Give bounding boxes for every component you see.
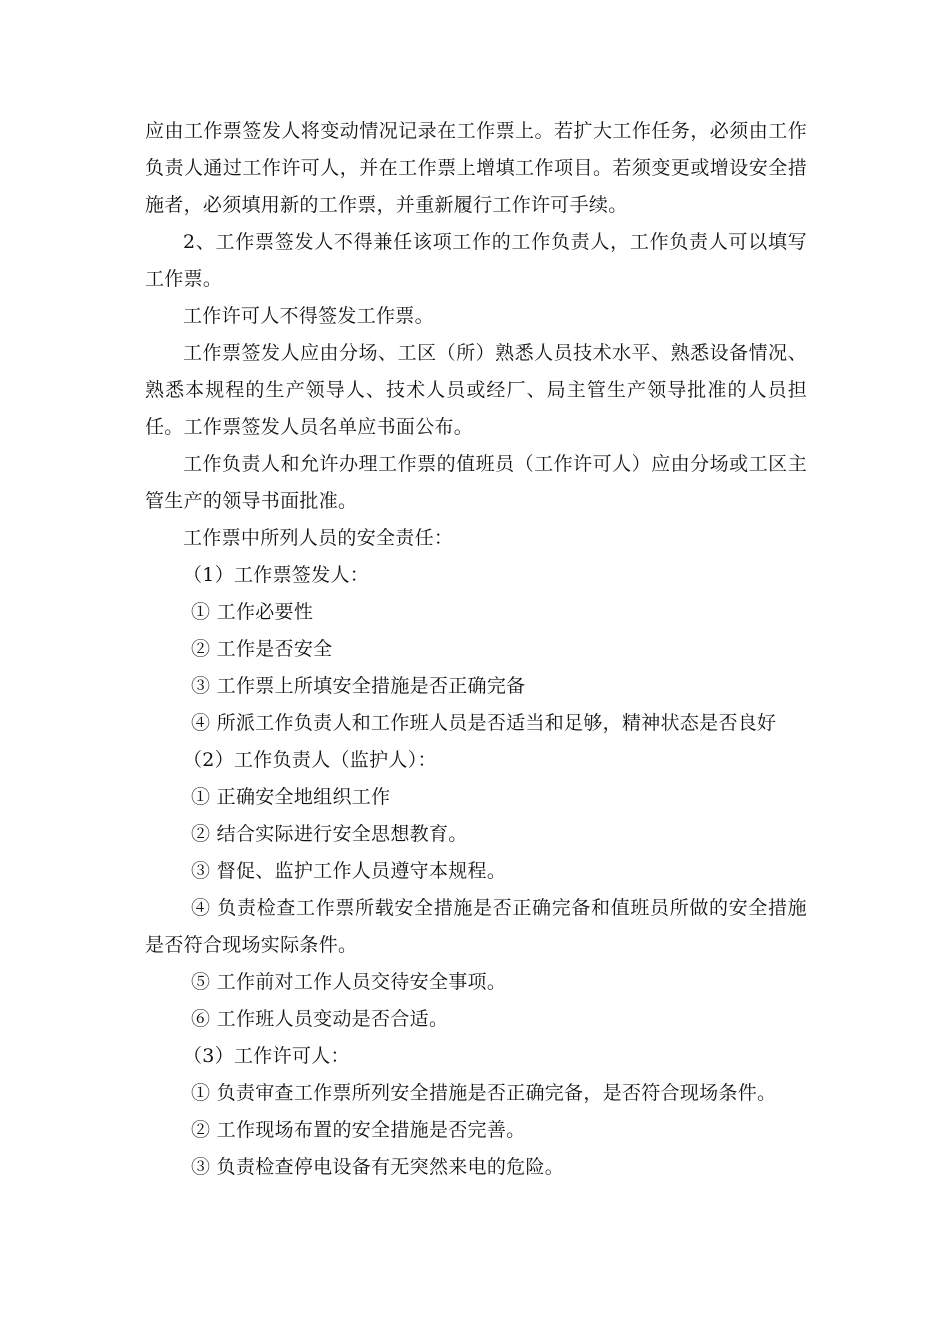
subheading-leader: （2）工作负责人（监护人）： (183, 749, 437, 771)
list-item: ③ 工作票上所填安全措施是否正确完备 (191, 675, 526, 697)
list-item: ① 负责审查工作票所列安全措施是否正确完备，是否符合现场条件。 (191, 1082, 777, 1104)
paragraph-permit-signing: 工作许可人不得签发工作票。 (183, 305, 434, 327)
paragraph-signer-qualification: 工作票签发人应由分场、工区（所）熟悉人员技术水平、熟悉设备情况、熟悉本规程的生产领导人、技术人员或经厂、局主管生产领导批准的人员担任。工作票签发人员名单应书面公布。 (145, 342, 807, 438)
paragraph-item-2: 2、工作票签发人不得兼任该项工作的工作负责人，工作负责人可以填写工作票。 (145, 231, 807, 290)
list-item: ② 结合实际进行安全思想教育。 (191, 823, 468, 845)
subheading-permitter: （3）工作许可人： (183, 1045, 350, 1067)
paragraph-continuation: 应由工作票签发人将变动情况记录在工作票上。若扩大工作任务，必须由工作负责人通过工作许可人，并在工作票上增填工作项目。若须变更或增设安全措施者，必须填用新的工作票，并重新履行工作许可手续。 (145, 120, 807, 216)
subheading-signer: （1）工作票签发人： (183, 564, 370, 586)
list-item: ③ 负责检查停电设备有无突然来电的危险。 (191, 1156, 565, 1178)
list-item: ② 工作是否安全 (191, 638, 333, 660)
list-item: ⑤ 工作前对工作人员交待安全事项。 (191, 971, 507, 993)
list-item: ④ 负责检查工作票所载安全措施是否正确完备和值班员所做的安全措施是否符合现场实际条件。 (145, 897, 807, 956)
paragraph-responsibilities-heading: 工作票中所列人员的安全责任： (183, 527, 454, 549)
document-body (145, 113, 807, 1186)
list-item: ① 工作必要性 (191, 601, 314, 623)
list-item: ② 工作现场布置的安全措施是否完善。 (191, 1119, 526, 1141)
list-item: ⑥ 工作班人员变动是否合适。 (191, 1008, 449, 1030)
list-item: ① 正确安全地组织工作 (191, 786, 391, 808)
paragraph-approval: 工作负责人和允许办理工作票的值班员（工作许可人）应由分场或工区主管生产的领导书面批准。 (145, 453, 807, 512)
list-item: ④ 所派工作负责人和工作班人员是否适当和足够，精神状态是否良好 (191, 712, 777, 734)
list-item: ③ 督促、监护工作人员遵守本规程。 (191, 860, 507, 882)
